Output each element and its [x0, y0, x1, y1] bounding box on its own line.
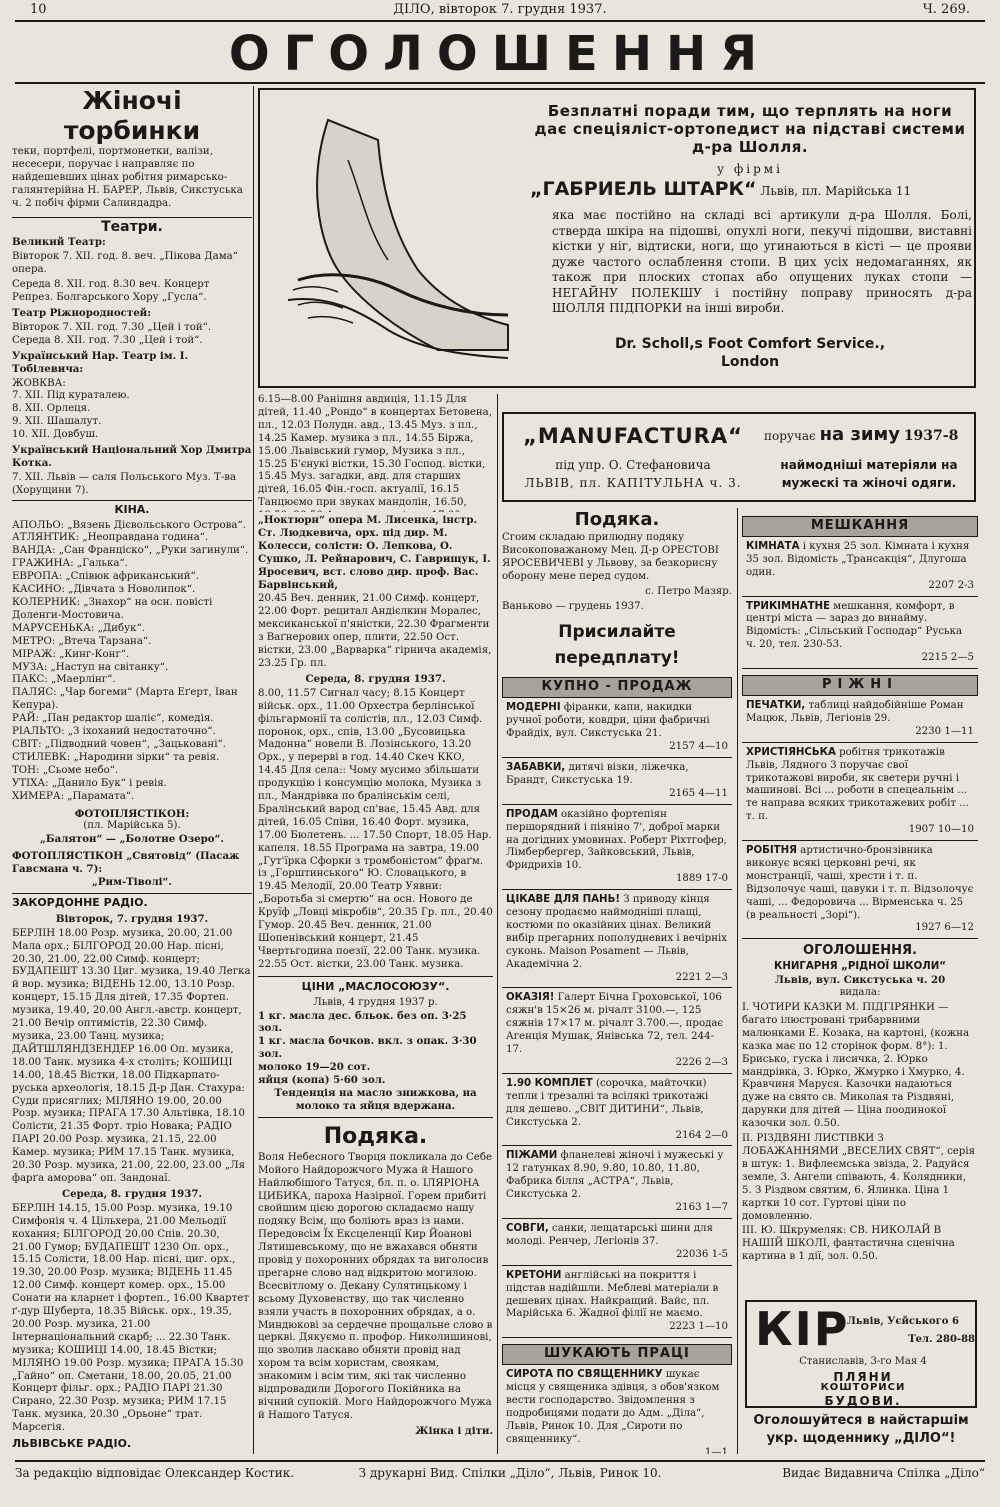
- thanks-text: Воля Небесного Творця покликала до Себе Мойого Найдорожчого Мужа й Нашого Найлюбішого Татуся, бл. п. о. ІЛЯРІОНА ЦИБИКА, пароха Назірної. Горем прибиті свойшим цією дорогою складаємо нашу подяку Всім, що боліють враз із нами. Передовсім Їх Ексцеленції Кир Йоанові Лятишевському, що не вжахався обняти провід у похоронних обрядах та виголосив прегарне слово над відкритою могилою. Всесвітлому о. Декану Сулятицькому і всьому Духовенству, що так численно взяли участь в похоронних обрядах, а о. Миндюкові за сердечне прощальне слово в церкві. Дякуємо п. профор. Николишинові, що зволив ласкаво обняти провід над хором та всім хористам, своякам, знакомим і всім тим, які так численно відпровадили Дорогого Покійника на вічний супокій. Мого Найдорожчого Мужа й Нашого Татуся.: [258, 1151, 493, 1421]
- radio-lviv-text: 8.00, 11.57 Сигнал часу; 8.15 Концерт військ. орх., 11.00 Орхестра берлінської фільгармонії та солістів, пл., 12.03 Симф. поронок, орх., спів, 13.00 „Бусовицька Мадонна“ новели В. Лозінського, 13.20 Орх., у перерві в год. 14.40 Скеч ККО, 14.45 Для села:: Чому мусимо збільшати продукцію і консумцію молока, Музика з пл., Мандрівка по бралінськім селі, Бралінський варод сп'ває, 15.45 Авд. для дітей, 16.05 Співи, 16.40 Форт. музика, 17.00 Бюлетень. ... 17.50 Спорт, 18.05 Нар. капеля. 18.55 Програма на завтра, 19.00 „Гут'їрка Сфорки з тромбоністом“ фраґм. із „Горштинського“ Ю. Словацького, в 19.45 Мелодії, 20.00 Театр Уявни: „Боротьба зі смертю“ на осн. Нового де Круїф „Ловці мікробів“, 20.35 Гр. пл., 20.40 Гумор. 20.45 Веч. денник, 21.00 Шопенівський концерт, 21.45 Чвертьгодина поезії, 22.00 Танк. музика. 22.55 Ост. вістки, 23.00 Танк. музика.: [258, 687, 493, 970]
- manufactura-address: ЛЬВІВ, пл. КАПІТУЛЬНА ч. 3.: [524, 476, 742, 490]
- work-seek-header: ШУКАЮТЬ ПРАЦІ: [502, 1344, 732, 1365]
- ad-lead: КІМНАТА: [746, 540, 800, 552]
- butter-price: молоко 19—20 сот.: [258, 1061, 371, 1074]
- cinema-item: МЕТРО: „Втеча Тарзана“.: [12, 635, 152, 647]
- manufactura-offer-year: 1937-8: [903, 428, 959, 444]
- flats-section-header: МЕШКАННЯ: [742, 516, 978, 537]
- ad-number: 1907 10—10: [908, 824, 974, 836]
- ad-text: шукає місця у священика здівця, з обов'язком вести господарство. Звідомлення з подробицями подати до Адм. „Діла“, Львів, Ринок 10. Для „Сироти по священнику“.: [506, 1369, 720, 1445]
- column-two: [258, 394, 493, 1454]
- classified-ad: [742, 597, 978, 670]
- butter-date: Львів, 4 грудня 1937 р.: [313, 996, 438, 1008]
- foot-illustration: [268, 100, 518, 370]
- classified-ad: [742, 537, 978, 597]
- thanks-small-text: Сгоим складаю прилюдну подяку Високоповажаному Мец. Д-р ОРЕСТОВІ ЯРОСЕВИЧЕВІ у Львову, за безкорисну оборону мене перед судом.: [502, 532, 719, 582]
- ad-lead: ЗАБАВКИ,: [506, 761, 566, 773]
- ad-lead: 1.90 КОМПЛЕТ: [506, 1077, 593, 1089]
- ad-text: артистично-бронзівника виконує всякі церковні речі, як монстранції, чаші, хрести і т. п. Відзолочує чаші, цавуки і т. п. Відзолочує чаші, ... Федоровича ... Вірменська ч. 25 (в реальності „Зорі“).: [746, 845, 974, 921]
- cinema-item: РАЙ: „Пан редактор шаліє“, комедія.: [12, 713, 214, 725]
- notices-title: ОГОЛОШЕННЯ.: [803, 943, 917, 959]
- manufactura-offer-text: мужескі та жіночі одяги.: [781, 476, 957, 490]
- classified-ad: [502, 805, 732, 890]
- ad-lead: ОКАЗІЯ!: [506, 992, 555, 1004]
- thanks-small-place: Ваньково — грудень 1937.: [502, 600, 644, 612]
- footer-publisher: Видає Видавнича Спілка „Діло“: [782, 1466, 985, 1480]
- cinema-item: ХИМЕРА: „Парамата“.: [12, 790, 135, 802]
- scholl-footer-city: London: [720, 354, 780, 370]
- scholl-footer: Dr. Scholl,s Foot Comfort Service.,: [614, 336, 886, 352]
- variety-theatre-line: Вівторок 7. XII. год. 7.30 „Цей і той“.: [12, 321, 212, 333]
- ad-number: 2157 4—10: [669, 741, 728, 753]
- ad-lead: ЦІКАВЕ ДЛЯ ПАНЬ!: [506, 894, 620, 906]
- manufactura-manager: під упр. О. Стефановича: [555, 458, 711, 472]
- ad-number: 1927 6—12: [915, 922, 974, 934]
- fotoplastikon2-show: „Рим-Тіволі“.: [92, 876, 172, 889]
- promo-slogan: Оголошуйтеся в найстаршім укр. щоденнику „ДІЛО“!: [753, 1413, 969, 1446]
- ukr-theatre-location: ЖОВКВА:: [12, 377, 66, 389]
- classified-ad: [502, 1266, 732, 1339]
- ad-text: робітня трикотажів Львів, Лядного 3 поручає свої трикотажові вироби, як светери ручні і машинові. Всі ... роботи в спецеальнім ... те направа всяких трикотажевих робіт ... т. п.: [746, 746, 969, 823]
- ad-number: 2223 1—10: [669, 1321, 728, 1333]
- classified-ad: [742, 841, 978, 939]
- ad-number: 2165 4—11: [669, 787, 728, 799]
- radio-lviv-text: 20.45 Веч. денник, 21.00 Симф. концерт, 22.00 Форт. рецитал Андієлкин Моралес, мексиканської п'яністки, 22.30 Фрагменти з Ваґнерових опер, плити, 22.50 Ост. вістки, 23.00 „Варварка“ гірнича академія, 23.25 Гр. пл.: [258, 593, 492, 669]
- classified-ad: [502, 1365, 732, 1454]
- classified-ad: [742, 743, 978, 841]
- thanks-small-sign: с. Петро Мазяр.: [645, 585, 732, 597]
- manufactura-offer-line: [764, 424, 974, 445]
- cinema-item: МІРАЖ: „Кинг-Конг“.: [12, 648, 130, 660]
- radio-abroad-text: БЕРЛІН 14.15, 15.00 Розр. музика, 19.10 Симфонія ч. 4 Цільхера, 21.00 Мельодії кохання; БІЛГОРОД 20.00 Спів. 20.30, 21.00 Гумор; БУДАПЕШТ 1230 Оп. орх., 15.15 Солісти, 18.00 Нар. пісні, циг. орх., 19.30, 20.00 Розр. музика; ВІДЕНЬ 11.45 12.00 Симф. концерт комер. орх., 15.00 Сонати на кларнет і фортеп., 16.00 Квартет ґ-дур Шуберта, 18.35 Військ. орх., 19.35, 20.00 Розр. музика, 21.00 Інтернаціональний скарб; ... 22.30 Танк. музика; КОШИЦІ 14.00, 18.45 Вістки; МІЛЯНО 19.00 Розр. музика; ПРАГА 15.30 „Гайно“ оп. Сметани, 18.00, 20.05, 21.00 Концерт фільг. орх.; РАДІО ПАРІ 21.30 Сирано, 22.30 Розр. музика; РИМ 17.15 Танк. музика, 20.30 „Орьоне“ трат. Марсегія.: [12, 1202, 249, 1434]
- column-rule: [497, 394, 498, 1454]
- ad-number: 22036 1-5: [675, 1248, 728, 1260]
- ad-text: мешкання, комфорт, в центрі міста — зараз до винайму. Відомість: „Сільський Господар“ Руська ч. 20, тел. 230-53.: [746, 600, 963, 651]
- ad-text: фіранки, капи, накидки ручної роботи, ковдри, ціни фабричні Фрайдіх, вул. Сикстуська 21.: [506, 702, 710, 740]
- bookshop-item: ІІІ. Ю. Шкрумеляк: СВ. НИКОЛАЙ В НАШІЙ ШКОЛІ, фантастична сценічна картина в 1 дії, зол. 0.50.: [742, 1225, 955, 1263]
- fotoplastikon-show: „Балятон“ — „Болотне Озеро“.: [40, 833, 224, 846]
- classified-ad: [502, 758, 732, 805]
- variety-theatre-name: Театр Ріжнородностей:: [12, 306, 151, 319]
- paper-date-line: ДІЛО, вівторок 7. грудня 1937.: [393, 2, 607, 17]
- bookshop-address: Львів, вул. Сикстуська ч. 20: [774, 974, 946, 987]
- ad-number: 2215 2—5: [921, 652, 974, 664]
- ad-text: фланелеві жіночі і мужеські у 12 гатунках 8.90, 9.80, 10.80, 11.80, Фабрика білля „АСТРА“, Львів, Сикстуська 2.: [506, 1150, 724, 1201]
- cinema-item: УТІХА: „Данило Бук“ і ревія.: [12, 777, 167, 789]
- ad-text: Галерт Бічна Гроховської, 106 сяжн'в 15×26 м. річалт 3100.—, 125 сяжнів 17×17 м. річалт 3.700.—, продає Агенція Мушак, Янівська 72, тел. 244-17.: [506, 992, 724, 1056]
- ad-lead: МОДЕРНІ: [506, 702, 561, 714]
- ad-lead: ПРОДАМ: [506, 808, 558, 820]
- column-one: [12, 86, 252, 1454]
- ad-lead: ТРИКІМНАТНЕ: [746, 600, 831, 612]
- butter-title: ЦІНИ „МАСЛОСОЮЗУ“.: [301, 979, 450, 993]
- ukr-theatre-item: 9. XII. Шашалут.: [12, 416, 102, 428]
- ad-lead: КРЕТОНИ: [506, 1269, 562, 1281]
- classified-ad: [502, 1146, 732, 1219]
- bookshop-intro: видала:: [839, 987, 881, 999]
- radio-abroad-text: БЕРЛІН 18.00 Розр. музика, 20.00, 21.00 Мала орх.; БІЛГОРОД 20.00 Нар. пісні, 20.30, 21.00, 22.00 Симф. концерт; БУДАПЕШТ 13.30 Циг. музика, 19.40 Легка й вор. музика; ВІДЕНЬ 12.00, 13.10 Розр. концерт, 15.15 Для дітей, 17.35 Фортеп. музика, 19.40, 20.00 Англ.-австр. концерт, 21.00 Вечір оптимістів, 22.30 Симф. музика, 23.00 Танц. музика; ДАЙТШЛЯНДЗЕНДЕР 16.00 Оп. музика, 18.00 Танк. музика 4-х століть; КОШИЦІ 14.00, 18.45 Вістки, 18.00 Підкарпато-руська археологія, 18.15 Д-р Дан. Стахура: Суди присяглих; МІЛЯНО 19.00, 20.00 Розр. музика; ПРАГА 17.30 Альтівка, 18.10 Солісти, 21.35 Форт. тріо Новака; РАДІО ПАРІ 20.00 Розр. музика, 21.15, 22.00 Камер. музика; РИМ 17.15 Танк. музика, 20.30 Розр. музика, 21.00, 22.00, 23.00 „Ля фарґа аморова“ оп. Зандонаї.: [12, 927, 251, 1184]
- ad-lead: СИРОТА ПО СВЯЩЕННИКУ: [506, 1369, 663, 1381]
- great-theatre-line: Вівторок 7. XII. год. 8. веч. „Пікова Дама“ опера.: [12, 251, 238, 276]
- ad-number: 2221 2—3: [675, 971, 728, 983]
- radio-lviv-title: ЛЬВІВСЬКЕ РАДІО.: [12, 1437, 132, 1451]
- kip-service: КОШТОРИСИ: [820, 1382, 906, 1393]
- cinema-item: СТИЛЕВК: „Народини зірки“ та ревія.: [12, 751, 220, 763]
- cinema-item: АПОЛЬО: „Вязень Дієвольського Острова“.: [12, 519, 246, 531]
- manufactura-name: „MANUFACTURA“: [523, 424, 743, 448]
- page-number: 10: [30, 2, 47, 17]
- column-four: [742, 516, 978, 1296]
- cinema-item: МУЗА: „Наступ на світанку“.: [12, 661, 169, 673]
- thanks-small-title: Подяка.: [574, 509, 660, 530]
- header-rule: [15, 20, 985, 22]
- ad-text: оказійно фортепіян першорядний і піяніно 7', доброї марки на догідних умовинах. Роберт Ріхтгофер, Лімбербергер, Зайковський, Львів, Фридрихів 10.: [506, 808, 727, 872]
- scholl-advertisement: [258, 88, 976, 388]
- cinema-item: МАРУСЕНЬКА: „Дибук“.: [12, 622, 145, 634]
- column-rule: [253, 86, 254, 1454]
- ukr-theatre-item: 7. XII. Під кураталею.: [12, 390, 130, 402]
- butter-price: 1 кг. масла бочков. вкл. з опак. 3·30 зол.: [258, 1035, 477, 1061]
- cinema-item: ЕВРОПА: „Співюк африканський“.: [12, 571, 199, 583]
- column-three: [502, 508, 732, 1454]
- classified-ad: [742, 696, 978, 743]
- scholl-firm-address: Львів, пл. Марійська 11: [760, 184, 912, 198]
- manufactura-offer-verb: поручає: [764, 429, 816, 443]
- ad-lead: ПЕЧАТКИ,: [746, 699, 806, 711]
- radio-abroad-title: ЗАКОРДОННЕ РАДІО.: [12, 895, 148, 909]
- cinema-item: КОЛЕРНИК: „Знахор“ на осн. повісті Доленги-Мостовича.: [12, 597, 213, 621]
- sell-section-header: КУПНО - ПРОДАЖ: [502, 677, 732, 698]
- classified-ad: [502, 890, 732, 988]
- ad-text: (сорочка, майточки) тепли і трезалні та всілякі трикотажі для дешево. „СВІТ ДИТИНИ“, Львів, Сикстуська 2.: [506, 1077, 709, 1128]
- footer-editor: За редакцію відповідає Олександер Костик.: [15, 1466, 295, 1480]
- butter-note: Тенденція на масло знижкова, на молоко та яйця вдержана.: [274, 1086, 477, 1112]
- choir-text: 7. XII. Львів — саля Польського Муз. Т-ва (Хорущини 7).: [12, 471, 237, 496]
- fotoplastikon-address: (пл. Марійська 5).: [83, 820, 181, 832]
- issue-number: Ч. 269.: [922, 2, 970, 17]
- cinema-item: ПАКС: „Маерлінг“.: [12, 674, 116, 686]
- kip-advertisement: [745, 1300, 977, 1408]
- cinema-item: РІАЛЬТО: „З іхоханий недостаточно“.: [12, 726, 216, 738]
- scholl-firm-name: „ГАБРИЕЛЬ ШТАРК“: [530, 178, 757, 200]
- kip-logo: КІР: [755, 1302, 850, 1356]
- masthead-rule: [15, 82, 985, 84]
- manufactura-offer-text: наймодніші матеріяли на: [780, 458, 958, 472]
- cinema-item: СВІТ: „Підводний човен“, „Зацьковані“.: [12, 738, 226, 750]
- manufactura-offer-winter: на зиму: [819, 424, 900, 445]
- subscribe-call: Присилайте передплату!: [554, 622, 680, 669]
- kip-service: БУДОВИ.: [824, 1394, 902, 1408]
- cinema-item: ВАНДА: „Сан Франціско“, „Руки загинули“.: [12, 545, 249, 557]
- handbags-title: Жіночі торбинки: [63, 86, 201, 145]
- great-theatre-name: Великий Театр:: [12, 236, 106, 249]
- handbags-text: теки, портфелі, портмонетки, валізи, несесери, поручає і направляє по найдешевших цінах робітня римарсько-галянтерійна Н. БАРЕР, Львів, Сикстуська ч. 2 побіч фірми Салиндадра.: [12, 146, 243, 209]
- butter-price: яйця (копа) 5·60 зол.: [258, 1074, 386, 1087]
- footer-printer: З друкарні Вид. Спілки „Діло“, Львів, Ринок 10.: [358, 1466, 662, 1480]
- butter-price: 1 кг. масла дес. бльок. без оп. 3·25 зол.: [258, 1009, 467, 1035]
- great-theatre-line: Середа 8. XII. год. 8.30 веч. Концерт Репрез. Болгарського Хору „Гусла“.: [12, 279, 210, 304]
- radio-lviv-day: Середа, 8. грудня 1937.: [305, 672, 446, 685]
- ad-number: 2226 2—3: [675, 1057, 728, 1068]
- ad-lead: ХРИСТІЯНСЬКА: [746, 746, 836, 758]
- scholl-firm-intro: у фірмі: [717, 162, 783, 176]
- bookshop-item: І. ЧОТИРИ КАЗКИ М. ПІДГІРЯНКИ — багато ілюстровані трибарвними малюнками Е. Козака, на картоні, (кожна казка має по 12 сторінок форм. 8°): 1. Брисько, гуска і лисичка, 2. Юрко мандрівка, 3. Юрко, Жмурко і Хмурко, 4. Кравчиня Маруся. Казочки надаються дуже на свято св. Миколая та Різдвяні, дарунки для дітей — Ціна поодинокої казочки зол. 0.50.: [742, 1002, 970, 1130]
- cinemas-title: КІНА.: [114, 502, 150, 516]
- ad-number: 2207 2-3: [928, 579, 974, 591]
- misc-section-header: РІЖНІ: [742, 675, 978, 696]
- classified-ad: [502, 698, 732, 758]
- radio-abroad-day: Вівторок, 7. грудня 1937.: [55, 912, 209, 925]
- ad-text: таблиці найдобійніше Роман Мацюк, Львів, Легіонів 29.: [746, 699, 964, 724]
- scholl-headline: Безплатні поради тим, що терплять на ноги дає спеціяліст-ортопедист на підставі системи д-ра Шолля.: [534, 102, 966, 156]
- bookshop-item: ІІ. РІЗДВЯНІ ЛИСТІВКИ З ЛОБАЖАННЯМИ „ВЕСЕЛИХ СВЯТ“, серія в штук: 1. Вифлеємська звізда, 2. Радуйся земле, 3. Ангели співають, 4. Колядники, 5. З Різдвом святим, 6. Ялинка. Ціна 1 картки 10 сот. Гуртові ціни по домовленню.: [742, 1133, 976, 1222]
- ad-number: 1889 17-0: [675, 873, 728, 885]
- ad-lead: РОБІТНЯ: [746, 845, 798, 857]
- ad-text: і кухня 25 зол. Кімната і кухня 35 зол. Відомість „Трансакція“, Длугоша один.: [746, 540, 970, 578]
- ukr-theatre-item: 10. XII. Довбуш.: [12, 429, 99, 441]
- theatres-title: Театри.: [101, 218, 163, 235]
- classified-ad: [502, 988, 732, 1073]
- choir-name: Український Національний Хор Дмитра Котка.: [12, 444, 252, 469]
- column-rule: [737, 508, 738, 1454]
- classified-ad: [502, 1074, 732, 1147]
- cinema-item: ГРАЖИНА: „Галька“.: [12, 558, 128, 570]
- fotoplastikon2-title: ФОТОПЛЯСТІКОН „Святовід“ (Пасаж Гавсмана ч. 7):: [12, 850, 240, 876]
- fotoplastikon-title: ФОТОПЛЯСТІКОН:: [74, 807, 190, 820]
- variety-theatre-line: Середа 8. XII. год. 7.30 „Цей і той“.: [12, 334, 203, 346]
- ad-text: санки, лещатарські шини для молоді. Ренчер, Легіонів 37.: [506, 1222, 713, 1247]
- kip-phone: Тел. 280-88: [908, 1334, 975, 1345]
- footer-rule: [15, 1460, 985, 1462]
- scholl-firm-line: [530, 178, 970, 200]
- ad-number: 2163 1—7: [675, 1202, 728, 1214]
- ad-text: дитячі візки, ліжечка, Брандт, Сикстуська 19.: [506, 761, 689, 786]
- masthead: ОГОЛОШЕННЯ: [228, 26, 772, 82]
- radio-lviv-text: 6.15—8.00 Ранішня авдиція, 11.15 Для дітей, 11.40 „Рондо“ в концертах Бетовена, пл., 12.03 Полудн. авд., 13.45 Муз. з пл., 14.25 Камер. музика з пл., 14.55 Біржа, 15.00 Львівський гумор, Музика з пл., 15.25 Б'єнукі вістки, 15.30 Господ. вістки, 15.45 Муз. загадки, авд. для старших дітей, 16.05 Фін.-госп. актуалії, 16.15 Танцюємо при звуках мандолін, 16.50,: [258, 394, 492, 509]
- cinema-item: ТОН: „Сьоме небо“.: [12, 764, 119, 776]
- ad-lead: СОВГИ,: [506, 1222, 549, 1234]
- ad-text: англійські на покриття і підстав надійшли. Меблеві матеріали в дешевих цінах. Найкращий. Вайс, пл. Марійська 6. Жадної філії не маємо.: [506, 1269, 719, 1320]
- ukr-theatre-item: 8. XII. Орлеця.: [12, 403, 91, 415]
- ad-number: 2164 2—0: [675, 1129, 728, 1141]
- cinema-item: АТЛЯНТИК: „Неоправдана година“.: [12, 532, 209, 544]
- ad-number: 1—1: [704, 1446, 728, 1454]
- cinema-item: КАСИНО: „Дівчата з Новолипок“.: [12, 584, 196, 596]
- kip-address: Львів, Уєйського 6: [847, 1316, 959, 1327]
- thanks-title: Подяка.: [323, 1123, 428, 1149]
- radio-abroad-day: Середа, 8. грудня 1937.: [62, 1187, 202, 1200]
- ad-lead: ПІЖАМИ: [506, 1150, 558, 1162]
- scholl-body: яка має постійно на складі всі артикули д-ра Шолля. Болі, стверда шкіра на підошві, опухлі ноги, пекучі підошви, виставні кістки у ніг, відтиски, ноги, що угинаються в кісті — це прояви дуже частого ослаблення стопи. В цих усіх недомаганнях, як також при плоских стопах або опущених луках стопи — НЕГАЙНУ ПОЛЕКШУ і постійну поправу приносять д-ра ШОЛЛЯ ПІДПОРКИ на інші вироби.: [552, 208, 972, 315]
- ukr-theatre-name: Український Нар. Театр ім. І. Тобілевича:: [12, 349, 189, 375]
- cinema-item: ПАЛЯС: „Чар богеми“ (Марта Еґерт, Іван Кепура).: [12, 687, 238, 712]
- ad-number: 2230 1—11: [915, 725, 974, 737]
- bookshop-name: КНИГАРНЯ „РІДНОЇ ШКОЛИ“: [774, 961, 946, 973]
- kip-service: ПЛЯНИ: [833, 1370, 893, 1384]
- classified-ad: [502, 1219, 732, 1266]
- ad-text: З приводу кінця сезону продаємо наймодніші плащі, костюми по оказійних цінах. Великий вибір прегарних пополудневих і вечірніх суконь. Maison Posament — Львів, Академічна 2.: [506, 894, 727, 970]
- manufactura-advertisement: [502, 412, 976, 502]
- kip-branch: Станиславів, 3-го Мая 4: [799, 1356, 927, 1367]
- thanks-sign: Жінка і діти.: [415, 1424, 493, 1437]
- radio-lviv-opera: „Ноктюрн“ опера М. Лисенка, інстр. Ст. Людкевича, орх. під дир. М. Колесси, солісти: О. Лепкова, О. Сушко, Л. Рейнарович, С. Гаврищук, І. Яросевич, вст. слово дир. проф. Вас. Барвінський,: [258, 514, 491, 591]
